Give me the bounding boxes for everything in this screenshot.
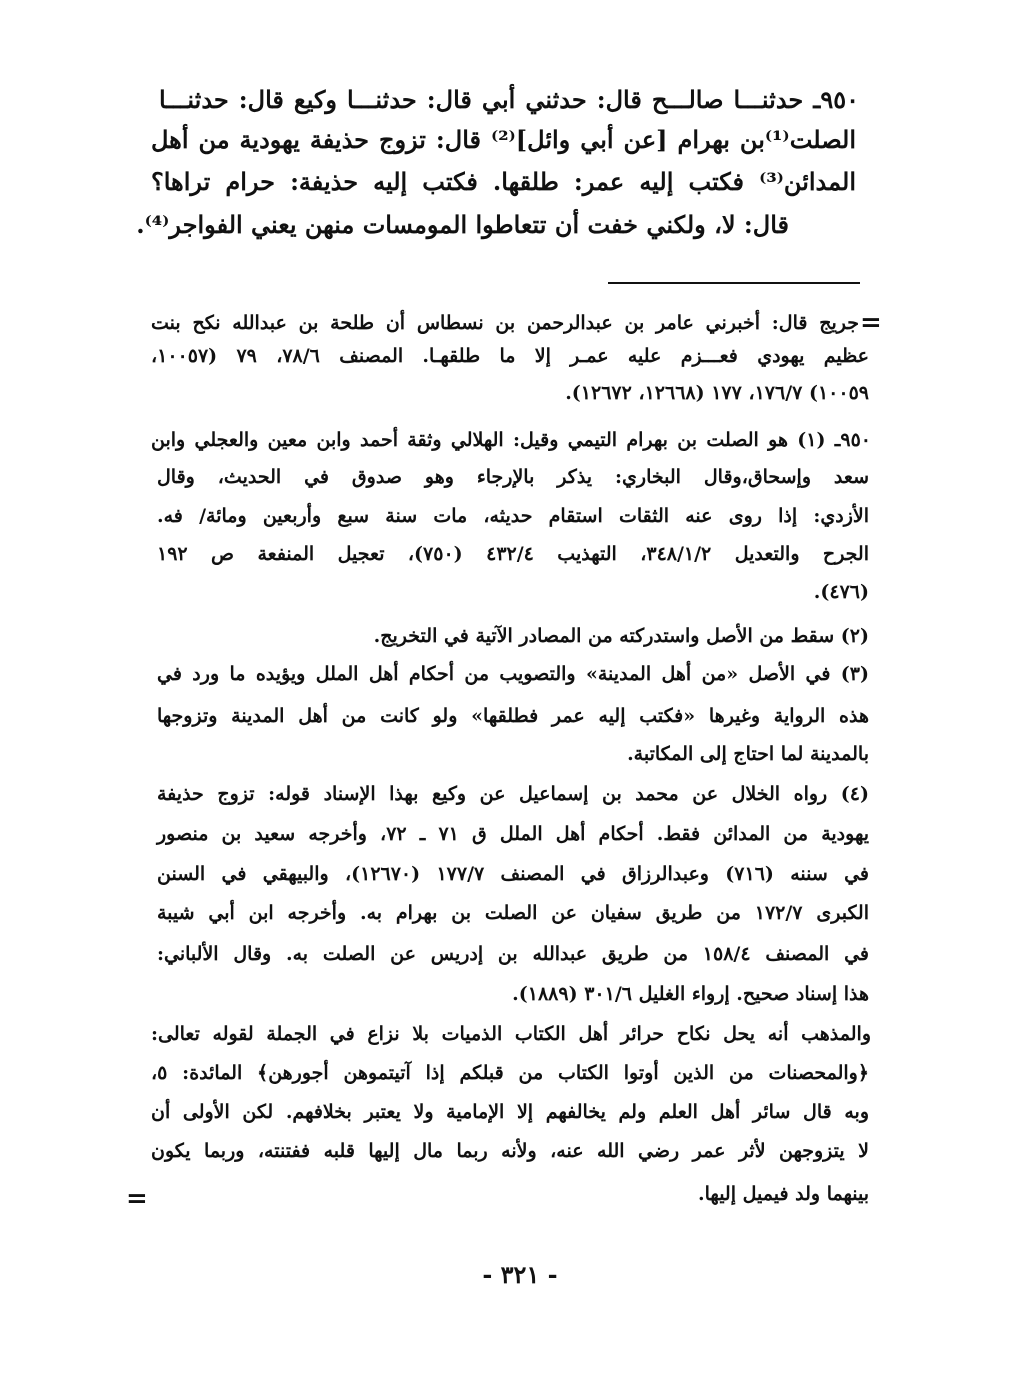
footnote-line: في المصنف ١٥٨/٤ من طريق عبدالله بن إدريس عن الصلت به. وقال الألباني: bbox=[157, 943, 869, 965]
footnote-separator bbox=[608, 282, 860, 284]
page-number: - ٣٢١ - bbox=[482, 1260, 558, 1289]
footnote-line: (٢) سقط من الأصل واستدركته من المصادر الآتية في التخريج. bbox=[373, 625, 869, 647]
footnote-line: هذا إسناد صحيح. إرواء الغليل ٣٠١/٦ (١٨٨٩). bbox=[512, 983, 869, 1005]
footnote-line: لا يتزوجهن لأثر عمر رضي الله عنه، ولأنه ربما مال إليها قلبه ففتنته، وربما يكون bbox=[151, 1140, 869, 1162]
footnote-end-marker: = bbox=[126, 1184, 148, 1214]
footnote-line: في سننه (٧١٦) وعبدالرزاق في المصنف ١٧٧/٧ (١٢٦٧٠)، والبيهقي في السنن bbox=[157, 863, 870, 885]
footnote-line: (٤) رواه الخلال عن محمد بن إسماعيل عن وكيع بهذا الإسناد قوله: تزوج حذيفة bbox=[157, 783, 869, 805]
main-line: الصلت⁽¹⁾بن بهرام [عن أبي وائل]⁽²⁾ قال: تزوج حذيفة يهودية من أهل bbox=[151, 125, 856, 154]
footnote-line: بينهما ولد فيميل إليها. bbox=[698, 1183, 869, 1205]
footnote-line: والمذهب أنه يحل نكاح حرائر أهل الكتاب الذميات بلا نزاع في الجملة لقوله تعالى: bbox=[151, 1023, 871, 1045]
main-line: ٩٥٠ـ حدثنـــا صالـــح قال: حدثني أبي قال: حدثنـــا وكيع قال: حدثنـــا bbox=[159, 85, 859, 114]
main-line: قال: لا، ولكني خفت أن تتعاطوا المومسات منهن يعني الفواجر⁽⁴⁾. bbox=[136, 210, 789, 239]
footnote-line: بالمدينة لما احتاج إلى المكاتبة. bbox=[627, 743, 869, 765]
footnote-line: ٩٥٠ـ (١) هو الصلت بن بهرام التيمي وقيل: الهلالي وثقة أحمد وابن معين والعجلي وابن bbox=[151, 429, 871, 451]
footnote-line: الجرح والتعديل ٣٤٨/١/٢، التهذيب ٤٣٢/٤ (٧٥٠)، تعجيل المنفعة ص ١٩٢ bbox=[157, 543, 870, 565]
footnote-line: ١٠٠٥٩) ١٧٦/٧، ١٧٧ (١٢٦٦٨، ١٢٦٧٢). bbox=[565, 382, 869, 404]
footnote-line: عظيم يهودي فعـــزم عليه عمـر إلا ما طلقهـا. المصنف ٧٨/٦، ٧٩ (١٠٠٥٧، bbox=[151, 345, 869, 367]
footnote-line: الكبرى ١٧٢/٧ من طريق سفيان عن الصلت بن بهرام به. وأخرجه ابن أبي شيبة bbox=[157, 902, 870, 924]
footnote-line: جريج قال: أخبرني عامر بن عبدالرحمن بن نسطاس أن طلحة بن عبدالله نكح بنت bbox=[151, 312, 859, 334]
footnote-line: (٣) في الأصل «من أهل المدينة» والتصويب من أحكام أهل الملل ويؤيده ما ورد في bbox=[157, 663, 869, 685]
footnote-line: وبه قال سائر أهل العلم ولم يخالفهم إلا الإمامية ولا يعتبر بخلافهم. لكن الأولى أن bbox=[151, 1101, 869, 1123]
footnote-line: سعد وإسحاق،وقال البخاري: يذكر بالإرجاء وهو صدوق في الحديث، وقال bbox=[157, 466, 869, 488]
footnote-line: يهودية من المدائن فقط. أحكام أهل الملل ق ٧١ ـ ٧٢، وأخرجه سعيد بن منصور bbox=[157, 823, 869, 845]
footnote-line: (٤٧٦). bbox=[813, 581, 869, 603]
footnote-line: ﴿والمحصنات من الذين أوتوا الكتاب من قبلكم إذا آتيتموهن أجورهن﴾ المائدة: ٥، bbox=[151, 1062, 869, 1084]
footnote-line: الأزدي: إذا روى عنه الثقات استقام حديثه، مات سنة سبع وأربعين ومائة/ فه. bbox=[157, 505, 869, 527]
continuation-marker: = bbox=[860, 308, 882, 338]
main-line: المدائن⁽³⁾ فكتب إليه عمر: طلقها. فكتب إليه حذيفة: حرام تراها؟ bbox=[151, 167, 856, 196]
footnote-line: هذه الرواية وغيرها «فكتب إليه عمر فطلقها» ولو كانت من أهل المدينة وتزوجها bbox=[157, 705, 869, 727]
